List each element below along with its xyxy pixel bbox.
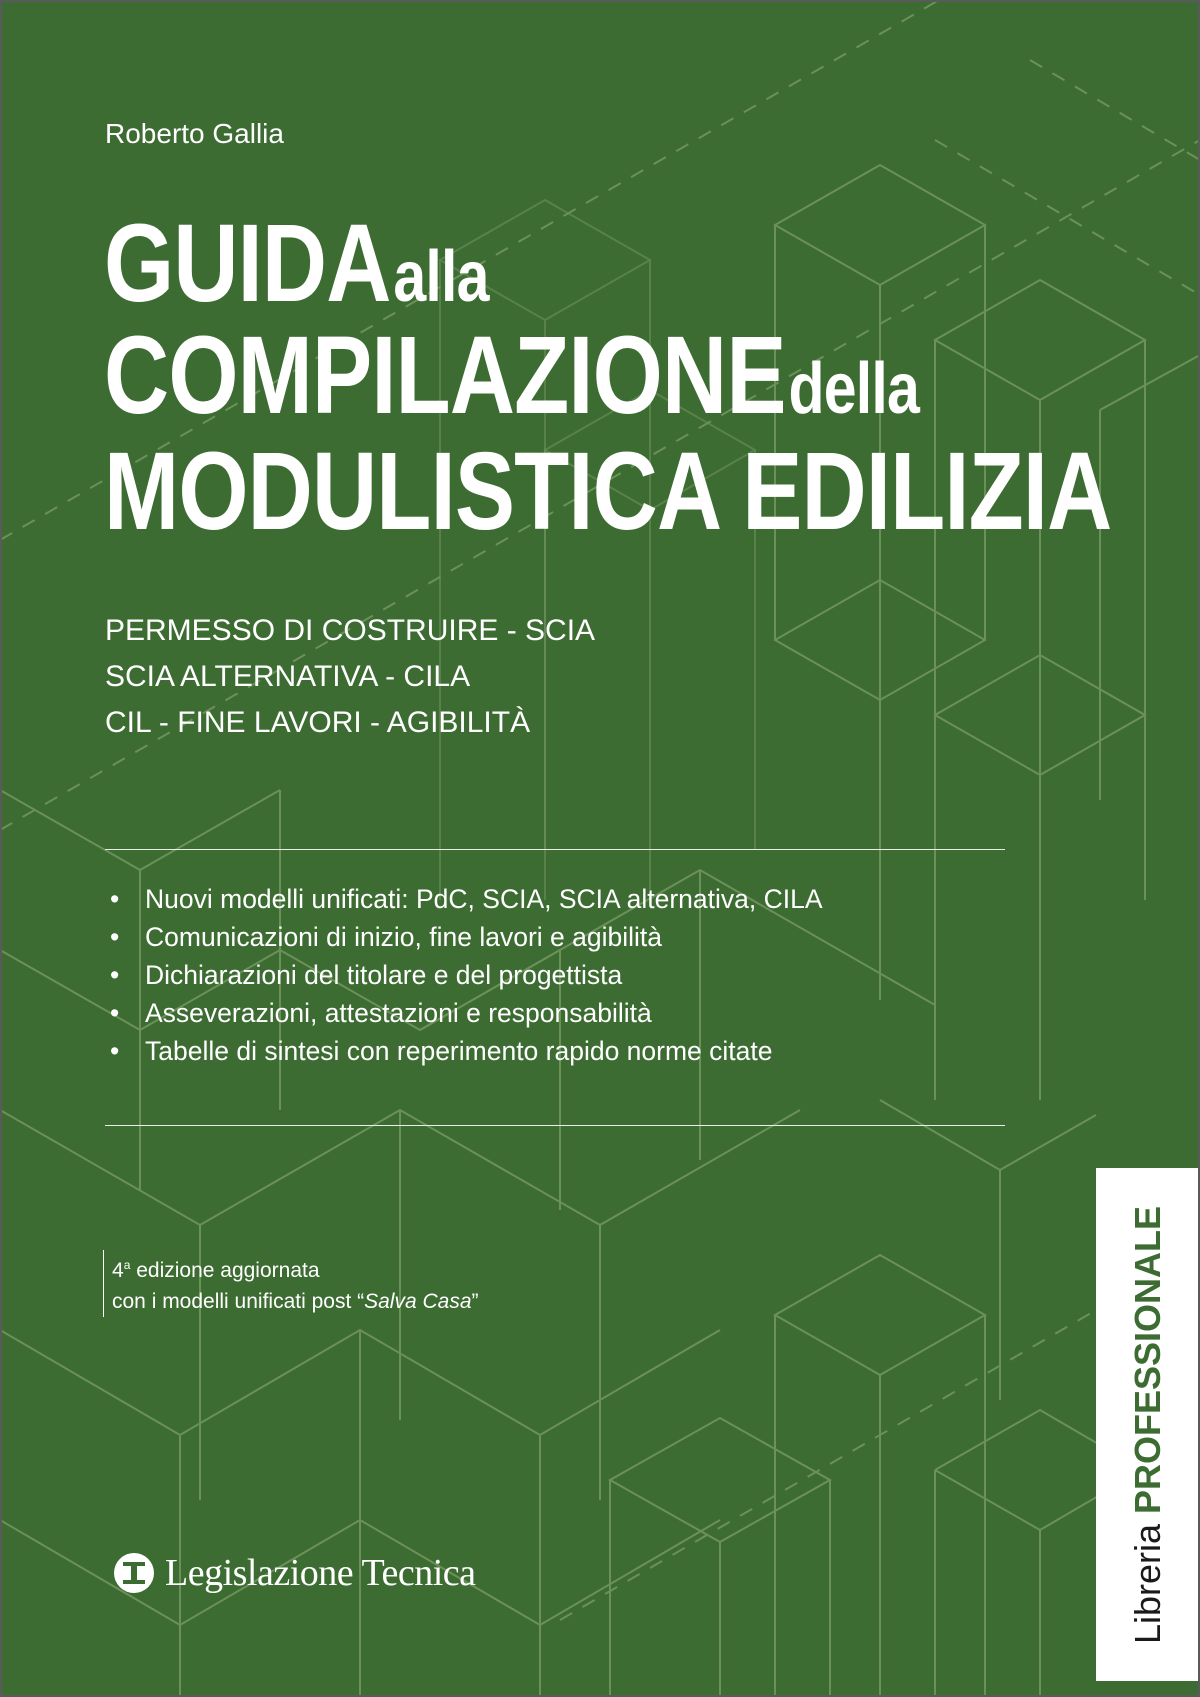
title-line-3 [104,428,1111,555]
feature-list [105,880,823,1070]
bullet-icon: • [110,884,120,914]
edition-line-2: con i modelli unificati post “Salva Casa” [112,1290,479,1313]
list-item [105,1032,823,1070]
title-line-1 [104,200,489,327]
divider-bottom [105,1125,1005,1126]
title-guida: GUIDA [104,202,391,325]
title-line-2 [104,312,919,439]
list-item-text: Asseverazioni, attestazioni e responsabilità [145,998,652,1028]
list-item-text: Comunicazioni di inizio, fine lavori e agibilità [145,922,663,952]
author-name: Roberto Gallia [105,118,284,149]
list-item [105,956,823,994]
bullet-icon: • [110,922,120,952]
bullet-icon: • [110,998,120,1028]
series-badge [1096,1168,1200,1681]
list-item-text: Nuovi modelli unificati: PdC, SCIA, SCIA alternativa, CILA [145,884,823,914]
title-alla: alla [393,237,489,317]
subtitle-line: PERMESSO DI COSTRUIRE - SCIA [105,614,596,647]
subtitle-line: CIL - FINE LAVORI - AGIBILITÀ [105,706,531,739]
title-modulistica-edilizia: MODULISTICA EDILIZIA [104,430,1112,553]
divider-top [105,849,1005,850]
publisher-logo [113,1551,476,1595]
subtitle-line: SCIA ALTERNATIVA - CILA [105,660,471,693]
title-della: della [788,349,919,429]
edition-line-1: 4$^a$ edizione aggiornata [112,1258,320,1282]
bullet-icon: • [110,960,120,990]
series-label: Libreria PROFESSIONALE [1127,1205,1168,1644]
list-item [105,918,823,956]
circle-i-logo-icon [113,1552,155,1594]
list-item-text: Tabelle di sintesi con reperimento rapido norme citate [145,1036,773,1066]
edition-note [103,1250,479,1317]
publisher-name: Legislazione Tecnica [165,1552,476,1594]
subtitle [105,608,595,746]
bullet-icon: • [110,1036,120,1066]
list-item [105,994,823,1032]
title-compilazione: COMPILAZIONE [104,314,786,437]
list-item-text: Dichiarazioni del titolare e del progettista [145,960,623,990]
list-item [105,880,823,918]
